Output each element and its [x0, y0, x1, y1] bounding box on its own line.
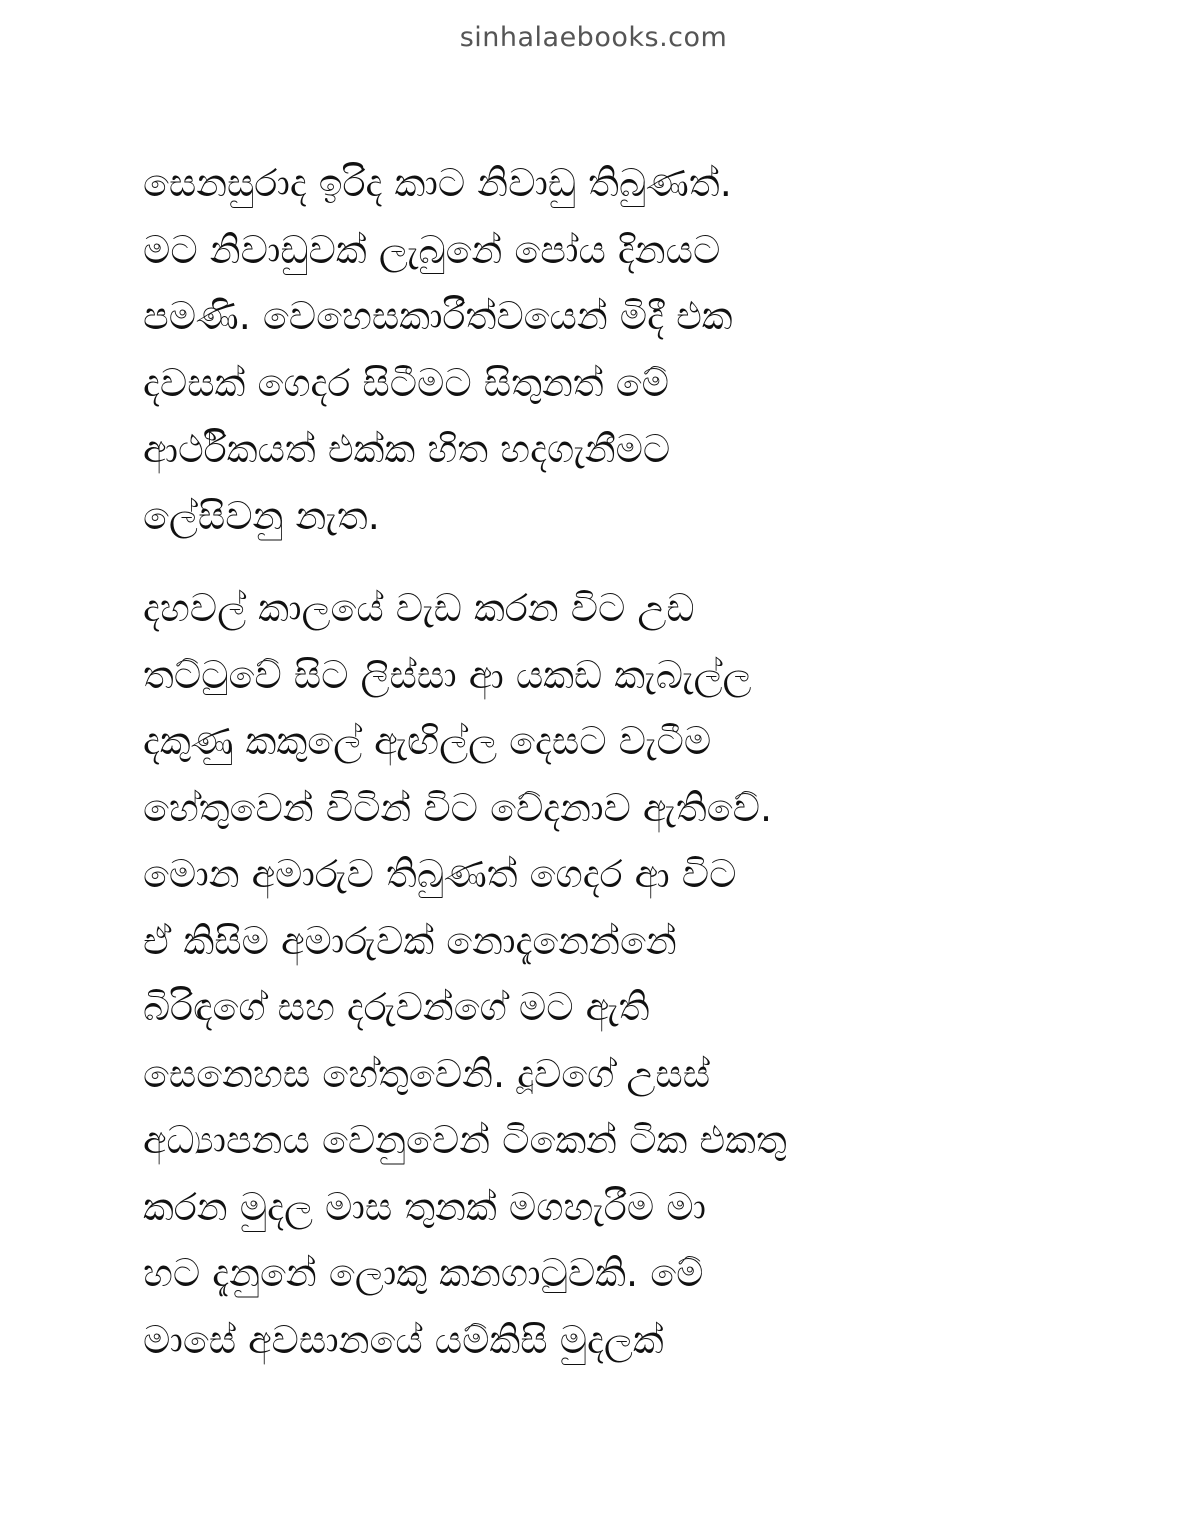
text-line: සෙනෙහස හේතුවෙනි. දූවගේ උසස්: [143, 1051, 711, 1096]
text-line: මට නිවාඩුවක් ලැබුනේ පෝය දිනයට: [143, 227, 721, 272]
text-line: හට දැනුනේ ලොකු කනගාටුවකි. මේ: [143, 1251, 704, 1295]
text-line: කරන මුදල මාස තුනක් මගහැරීම මා: [143, 1184, 707, 1229]
text-line: බිරිඳගේ සහ දරුවන්ගේ මට ඇති: [143, 985, 650, 1029]
paragraph-2: [143, 575, 1063, 1373]
text-line: අධ්‍යාපනය වෙනුවෙන් ටිකෙන් ටික එකතු: [143, 1118, 787, 1162]
text-line: සෙනසුරාද ඉරිද කාට නිවාඩු තිබුණත්.: [143, 161, 732, 205]
text-line: පමණි. වෙහෙසකාරීත්වයෙන් මිදී එක: [143, 294, 733, 338]
site-header: sinhalaebooks.com: [459, 22, 728, 53]
text-line: දකුණු කකුලේ ඇඟිල්ල දෙසට වැටීම: [143, 719, 712, 763]
paragraph-1: [143, 150, 1063, 549]
text-line: දහවල් කාලයේ වැඩ කරන විට උඩ: [143, 586, 695, 630]
text-line: මාසේ අවසානයේ යම්කිසි මුදලක්: [143, 1317, 664, 1362]
text-line: ආර්ථිකයත් එක්ක හිත හදගැනීමට: [143, 427, 671, 471]
text-line: ලේසිවනු නැත.: [143, 493, 380, 538]
text-line: මොන අමාරුව තිබුණත් ගෙදර ආ විට: [143, 852, 737, 896]
text-line: දවසක් ගෙදර සිටීමට සිතුනත් මේ: [143, 360, 669, 405]
text-line: තට්ටුවේ සිට ලිස්සා ආ යකඩ කැබැල්ල: [143, 652, 752, 697]
text-line: ඒ කිසිම අමාරුවක් නොදැනෙන්නේ: [143, 918, 677, 963]
text-line: හේතුවෙන් විටින් විට වේදනාව ඇතිවේ.: [143, 785, 773, 830]
